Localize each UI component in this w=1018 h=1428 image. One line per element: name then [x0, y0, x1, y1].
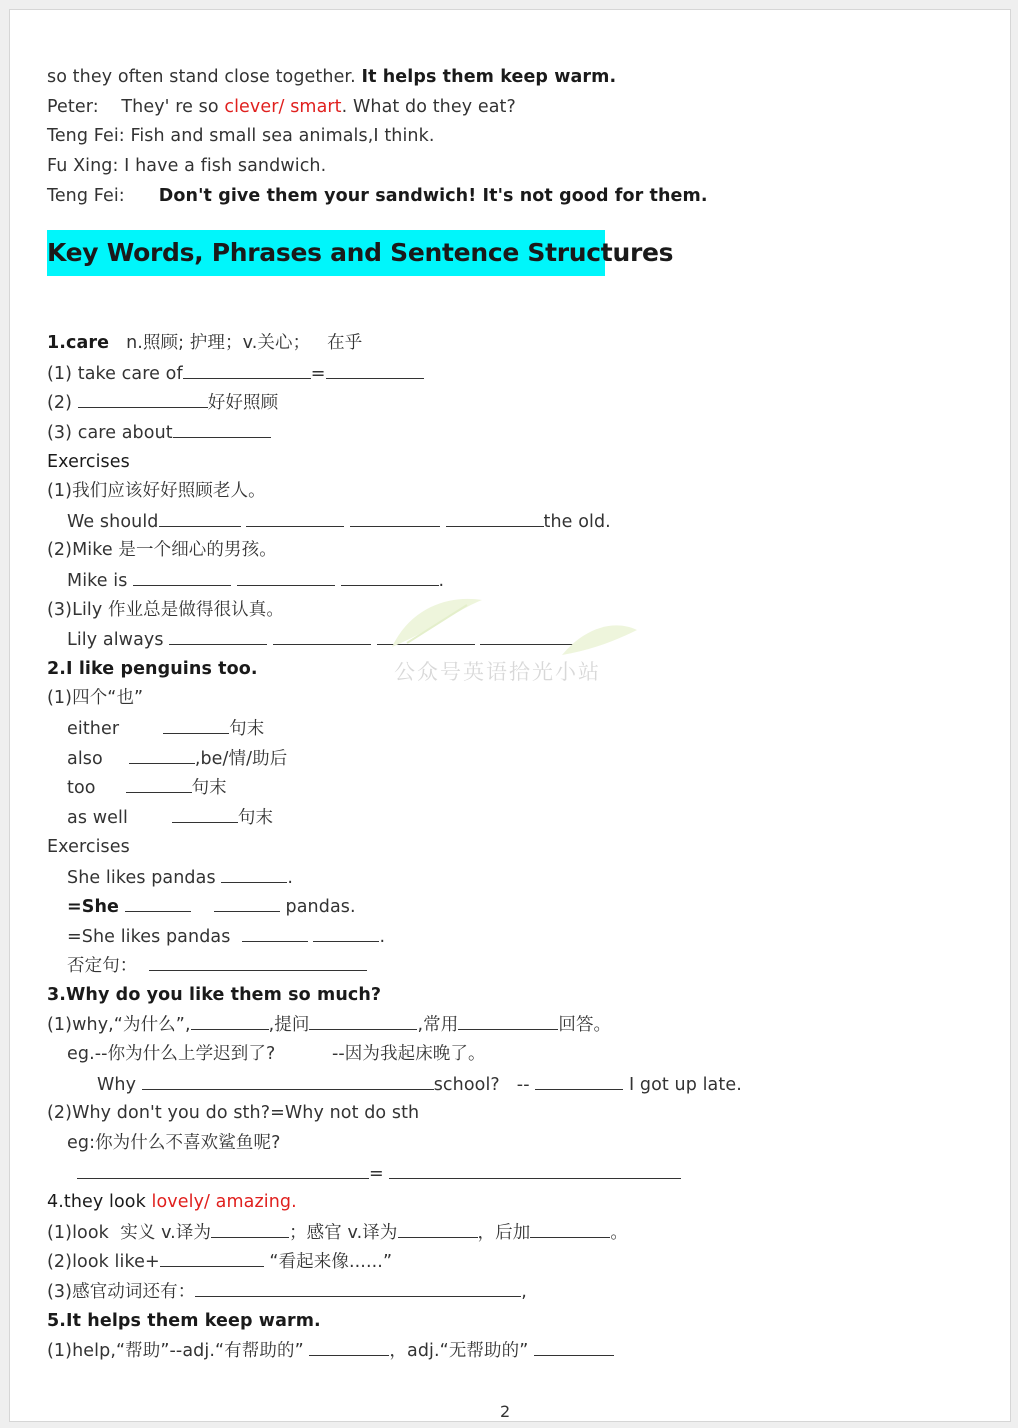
text: either	[67, 719, 120, 739]
s4-item-1	[47, 1221, 628, 1244]
text: 句末	[229, 719, 265, 739]
blank[interactable]	[214, 895, 280, 912]
s2-row-either	[67, 717, 264, 740]
s1-exercise-2: (2)Mike 是一个细心的男孩。	[47, 540, 277, 560]
blank[interactable]	[350, 510, 440, 527]
s1-item-2	[47, 391, 278, 414]
dialogue-line-4: Fu Xing: I have a fish sandwich.	[47, 156, 327, 176]
text: =She	[67, 897, 126, 917]
blank[interactable]	[389, 1162, 681, 1179]
blank[interactable]	[78, 391, 208, 408]
watermark-leaf-icon	[372, 585, 642, 665]
s2-row-as-well	[67, 806, 273, 829]
blank[interactable]	[191, 1013, 269, 1030]
watermark-text: 公众号英语拾光小站	[394, 660, 601, 684]
s1-exercise-3: (3)Lily 作业总是做得很认真。	[47, 600, 284, 620]
text: 句末	[237, 808, 274, 828]
dialogue-text: so they often stand close together.	[47, 67, 362, 87]
blank[interactable]	[77, 1162, 369, 1179]
s3-example-answer	[97, 1073, 742, 1096]
blank[interactable]	[535, 1073, 623, 1090]
s1-definition: n.照顾; 护理；v.关心； 在乎	[109, 333, 363, 353]
text: Exercises	[47, 452, 130, 472]
s1-exercises-label	[47, 451, 130, 473]
text: 4.they look	[47, 1192, 152, 1212]
text: lovely/ amazing.	[151, 1192, 297, 1212]
blank[interactable]	[273, 628, 371, 645]
blank[interactable]	[169, 628, 267, 645]
text: (2)	[47, 393, 78, 413]
blank[interactable]	[172, 806, 238, 823]
blank[interactable]	[458, 1013, 558, 1030]
dialogue-line-1	[47, 66, 616, 88]
text: =She likes pandas	[67, 927, 237, 947]
text: 否定句：	[67, 956, 138, 976]
s1-item-1	[47, 362, 424, 385]
blank[interactable]	[142, 1073, 434, 1090]
text: ,提问	[268, 1015, 310, 1035]
s3-example: eg.--你为什么上学迟到了? --因为我起床晚了。	[67, 1044, 486, 1064]
text: 回答。	[558, 1015, 612, 1035]
text: as well	[67, 808, 128, 828]
s2-exercise-3	[67, 925, 385, 948]
s5-title: 5.It helps them keep warm.	[47, 1311, 321, 1331]
s1-title-line	[47, 332, 362, 354]
blank[interactable]	[237, 569, 335, 586]
s3-item-1	[47, 1013, 611, 1036]
text: ,be/情/助后	[194, 749, 288, 769]
s1-exercise-1: (1)我们应该好好照顾老人。	[47, 481, 266, 501]
blank[interactable]	[133, 569, 231, 586]
text: Mike is	[67, 571, 134, 591]
s2-title: 2.I like penguins too.	[47, 659, 258, 679]
blank[interactable]	[126, 776, 192, 793]
s2-row-also	[67, 747, 287, 770]
text: ；感官 v.译为	[289, 1223, 398, 1243]
blank[interactable]	[446, 510, 544, 527]
blank[interactable]	[211, 1221, 289, 1238]
text: also	[67, 749, 103, 769]
s4-title	[47, 1191, 297, 1213]
document-page	[9, 9, 1011, 1422]
text: ,	[521, 1282, 527, 1302]
text: pandas.	[285, 897, 356, 917]
text: ,常用	[417, 1015, 459, 1035]
s3-example-2-answer	[77, 1162, 681, 1185]
blank[interactable]	[125, 895, 191, 912]
s3-title: 3.Why do you like them so much?	[47, 985, 382, 1005]
dialogue-line-5	[47, 185, 708, 207]
text: (1)look 实义 v.译为	[47, 1223, 212, 1243]
section-heading: Key Words, Phrases and Sentence Structures	[47, 230, 605, 276]
text: I got up late.	[623, 1075, 742, 1095]
text: 好好照顾	[207, 393, 279, 413]
s4-item-3	[47, 1280, 527, 1303]
text: (1) take care of	[47, 364, 183, 384]
text: (2)look like+	[47, 1252, 160, 1272]
text: the old.	[543, 512, 611, 532]
text: ，后加	[477, 1223, 531, 1243]
blank[interactable]	[326, 362, 424, 379]
blank[interactable]	[129, 747, 195, 764]
dialogue-red-text: clever/ smart	[224, 97, 342, 117]
text: Lily always	[67, 630, 170, 650]
blank[interactable]	[309, 1013, 417, 1030]
text: (1)why,“为什么”,	[47, 1015, 191, 1035]
text: (3) care about	[47, 423, 173, 443]
blank[interactable]	[246, 510, 344, 527]
blank[interactable]	[398, 1221, 478, 1238]
text: (3)感官动词还有：	[47, 1282, 196, 1302]
s5-item-1	[47, 1339, 614, 1362]
s3-example-2: eg:你为什么不喜欢鲨鱼呢?	[67, 1133, 281, 1153]
text: Why	[97, 1075, 142, 1095]
s4-item-2	[47, 1250, 392, 1273]
blank[interactable]	[149, 954, 367, 971]
s2-exercises-label: Exercises	[47, 837, 130, 857]
dialogue-text: . What do they eat?	[341, 97, 516, 117]
blank[interactable]	[195, 1280, 521, 1297]
blank[interactable]	[163, 717, 229, 734]
text: .	[438, 571, 445, 591]
page-number: 2	[500, 1402, 511, 1421]
text: “看起来像......”	[269, 1252, 393, 1272]
s2-exercise-4	[67, 954, 367, 977]
dialogue-text: Peter: They' re so	[47, 97, 225, 117]
blank[interactable]	[173, 421, 271, 438]
s2-exercise-1	[67, 866, 293, 889]
text: =	[310, 364, 326, 384]
s3-item-2: (2)Why don't you do sth?=Why not do sth	[47, 1103, 420, 1123]
dialogue-bold-text: It helps them keep warm.	[361, 67, 617, 87]
text: We should	[67, 512, 159, 532]
s2-exercise-2	[67, 895, 356, 918]
dialogue-line-3: Teng Fei: Fish and small sea animals,I think.	[47, 126, 435, 146]
text: (1)help,“帮助”--adj.“有帮助的”	[47, 1341, 304, 1361]
text: too	[67, 778, 96, 798]
text: .	[379, 927, 386, 947]
blank[interactable]	[313, 925, 379, 942]
blank[interactable]	[183, 362, 311, 379]
text: =	[369, 1164, 384, 1184]
text: ，adj.“无帮助的”	[389, 1341, 529, 1361]
text: school? --	[433, 1075, 536, 1095]
blank[interactable]	[530, 1221, 610, 1238]
s1-exercise-1-answer	[67, 510, 611, 533]
dialogue-text: Teng Fei:	[47, 186, 159, 206]
s1-item-3	[47, 421, 271, 444]
s2-row-too	[67, 776, 227, 799]
text: .	[287, 868, 294, 888]
blank[interactable]	[341, 569, 439, 586]
dialogue-bold-text: Don't give them your sandwich! It's not good for them.	[158, 186, 708, 206]
blank[interactable]	[221, 866, 287, 883]
blank[interactable]	[309, 1339, 389, 1356]
dialogue-line-2	[47, 96, 516, 118]
text: 句末	[191, 778, 227, 798]
s1-title: 1.care	[47, 333, 110, 353]
blank[interactable]	[159, 510, 241, 527]
s2-item-1: (1)四个“也”	[47, 688, 144, 708]
blank[interactable]	[242, 925, 308, 942]
blank[interactable]	[160, 1250, 264, 1267]
blank[interactable]	[534, 1339, 614, 1356]
text: 。	[610, 1223, 628, 1243]
text: She likes pandas	[67, 868, 222, 888]
